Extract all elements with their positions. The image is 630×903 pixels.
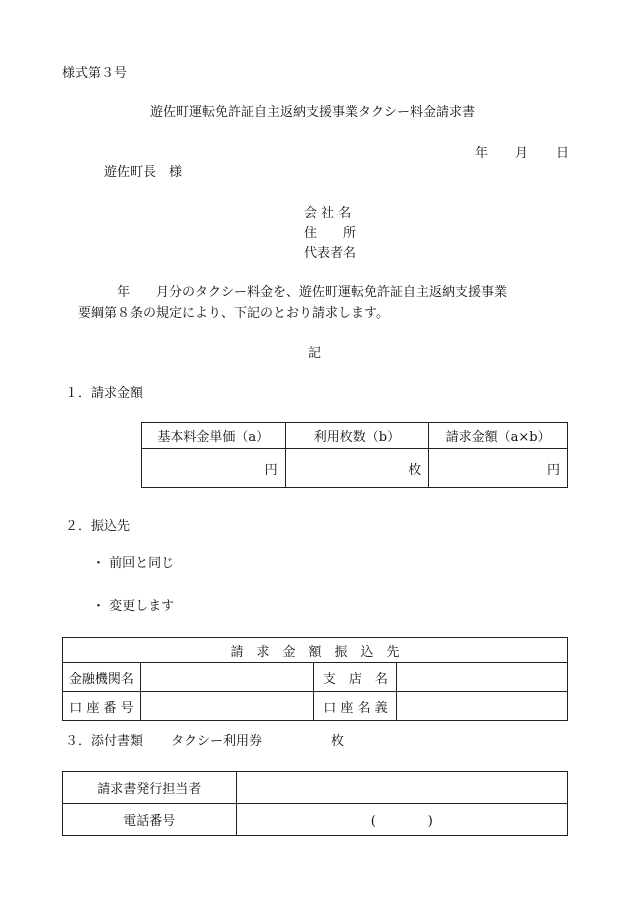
billing-person-field[interactable] (236, 772, 567, 804)
phone-number-label: 電話番号 (63, 804, 237, 836)
transfer-destination-table (62, 637, 568, 721)
usage-count-cell[interactable] (285, 449, 429, 488)
sheet-unit: 枚 (408, 462, 422, 478)
date-year-label: 年 (475, 146, 489, 161)
attachment-item: タクシー利用券 (171, 734, 263, 749)
company-name-label: 会 社 名 (304, 206, 352, 221)
contact-table (62, 771, 568, 836)
billed-amount-header: 請求金額（a×b） (429, 423, 568, 449)
section-2-heading: ２．振込先 (65, 519, 131, 534)
bank-name-field[interactable] (140, 663, 314, 692)
form-number: 様式第３号 (62, 66, 128, 81)
attachment-unit: 枚 (331, 734, 345, 749)
section-1-heading: １．請求金額 (65, 386, 144, 401)
section-3-heading: ３．添付書類 (65, 734, 144, 749)
account-number-field[interactable] (140, 692, 314, 721)
account-holder-field[interactable] (397, 692, 568, 721)
date-day-label: 日 (556, 146, 570, 161)
yen-unit: 円 (546, 462, 560, 478)
yen-unit: 円 (264, 462, 278, 478)
address-label: 住 所 (304, 226, 357, 241)
phone-number-field[interactable] (236, 804, 567, 836)
usage-count-header: 利用枚数（b） (285, 423, 429, 449)
phone-format: ( ) (370, 814, 433, 829)
transfer-table-title: 請 求 金 額 振 込 先 (63, 638, 568, 663)
unit-price-cell[interactable] (142, 449, 286, 488)
amount-table (141, 422, 568, 488)
billed-amount-cell[interactable] (429, 449, 568, 488)
account-holder-label: 口 座 名 義 (314, 692, 397, 721)
option-same-as-before[interactable]: ・ 前回と同じ (92, 556, 175, 571)
ki-heading: 記 (308, 346, 322, 361)
bank-name-label: 金融機関名 (63, 663, 141, 692)
unit-price-header: 基本料金単価（a） (142, 423, 286, 449)
addressee: 遊佐町長 様 (104, 165, 183, 180)
document-title: 遊佐町運転免許証自主返納支援事業タクシー料金請求書 (150, 105, 476, 120)
branch-name-label: 支 店 名 (314, 663, 397, 692)
date-month-label: 月 (515, 146, 529, 161)
representative-label: 代表者名 (304, 246, 357, 261)
billing-person-label: 請求書発行担当者 (63, 772, 237, 804)
account-number-label: 口 座 番 号 (63, 692, 141, 721)
option-change[interactable]: ・ 変更します (92, 599, 175, 614)
body-text-line-1: 年 月分のタクシー料金を、遊佐町運転免許証自主返納支援事業 (117, 285, 508, 300)
body-text-line-2: 要綱第８条の規定により、下記のとおり請求します。 (78, 306, 389, 321)
branch-name-field[interactable] (397, 663, 568, 692)
